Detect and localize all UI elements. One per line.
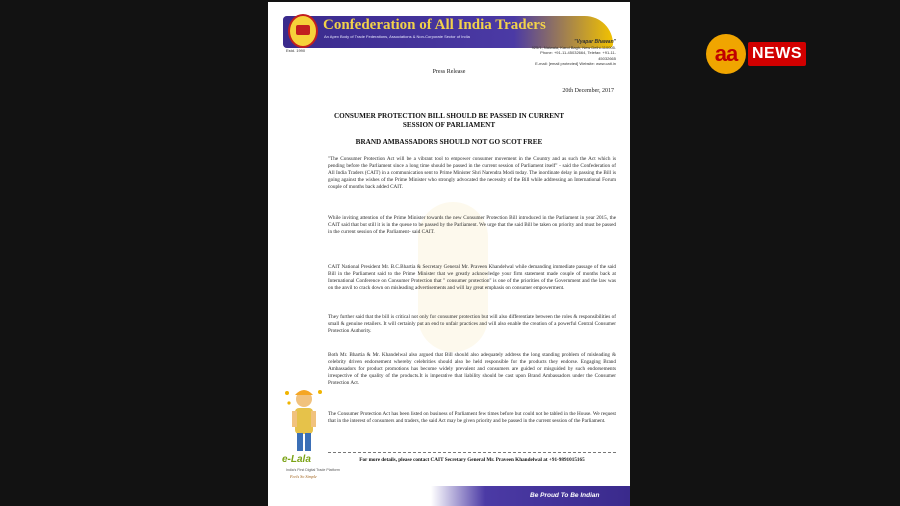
contact-line: For more details, please contact CAIT Secretary General Mr. Praveen Khandelwal at +91-9891015165 [359, 457, 585, 463]
paragraph: "The Consumer Protection Act will be a vibrant tool to empower consumer movement in the Country and as such the Act which is pending before the Parliament since a long time should be passed in the current session of Parliament itself" - said the Confederation of All India Traders (CAIT) in a communication sent to Prime Minister Shri Narendra Modi today. The inordinate delay in passing the Bill is going against the wishes of the Prime Minister who strongly advocated the necessity of the Bill while addressing an International Forum couple of months back added CAIT. [328, 156, 616, 191]
elala-subtitle: India's First Digital Trade Platform [286, 468, 340, 472]
divider [328, 452, 616, 453]
news-wordmark: NEWS [748, 42, 806, 66]
email-line: E-mail: [email protected] Website: www.cait.in [535, 60, 616, 66]
headline: CONSUMER PROTECTION BILL SHOULD BE PASSED IN CURRENT SESSION OF PARLIAMENT [333, 112, 565, 129]
elala-logo: e-Lala [282, 454, 311, 465]
paragraph: CAIT National President Mr. B.C.Bhartia & Secretary General Mr. Praveen Khandelwal while demanding immediate passage of the said Bill in the Parliament said to the Prime Minister that we greatly acknowledge your firm statement made couple of months back at International Conference on Consumer Protection that " consumer protection" is one of the priorities of the Government and the law was on the anvil to crack down on misleading advertisements and will lay great emphasis on consumer empowerment. [328, 264, 616, 292]
paragraph: Both Mr. Bhartia & Mr. Khandelwal also argued that Bill should also adequately address the long standing problem of misleading & celebrity driven endorsement whereby celebrities should also be held responsible for the products they endorse. Engaging Brand Ambassadors for product promotions has become widely prevalent and consumers are guided or misguided by such endorsements irrespective of the quality of the products.It is imperative that liability should be cast upon Brand Ambassadors under the Consumer Protection Act. [328, 352, 616, 387]
subheadline: BRAND AMBASSADORS SHOULD NOT GO SCOT FREE [355, 138, 543, 146]
org-name: Confederation of All India Traders [323, 17, 546, 33]
paragraph: While inviting attention of the Prime Minister towards the new Consumer Protection Bill introduced in the Parliament in year 2015, the CAIT said that but still it is in the queue to be passed by the Parliament. We urge that the said Bill be taken on priority and must be passed in the current session of the Parliament- said CAIT. [328, 215, 616, 236]
elala-tagline: Feels So Simple [290, 474, 317, 479]
building-name: "Vyapar Bhawan" [574, 39, 616, 45]
release-date: 20th December, 2017 [562, 88, 614, 94]
phone-line: Phone: +91-11-45032664, Telefax: +91-11-45032665 [540, 50, 616, 61]
press-release-label: Press Release [432, 69, 466, 75]
address-block [526, 40, 616, 66]
footer-tagline: Be Proud To Be Indian [530, 492, 600, 499]
elala-mascot-image [283, 387, 325, 457]
aa-mark: aa [706, 34, 746, 74]
paragraph: They further said that the bill is critical not only for consumer protection but will also differentiate between the roles & responsibilities of small & genuine retailers. It will certainly put an end to unfair practices and will also enable the creation of a powerful Central Consumer Protection Authority. [328, 314, 616, 335]
estd-label: Estd. 1990 [286, 48, 306, 53]
press-release-page [268, 2, 630, 506]
address-line: 925/1, Naiwala, Karol Bagh, New Delhi-110005. [531, 45, 616, 51]
cait-logo [288, 14, 318, 48]
paragraph: The Consumer Protection Act has been listed on business of Parliament few times before but could not be tabled in the House. We request that in the interest of consumers and traders, the said Act may be given priority and be passed in the current session of the Parliament. [328, 411, 616, 425]
org-tagline: An Apex Body of Trade Federations, Associations & Non-Corporate Sector of India [324, 34, 470, 39]
aa-news-logo [706, 34, 818, 74]
